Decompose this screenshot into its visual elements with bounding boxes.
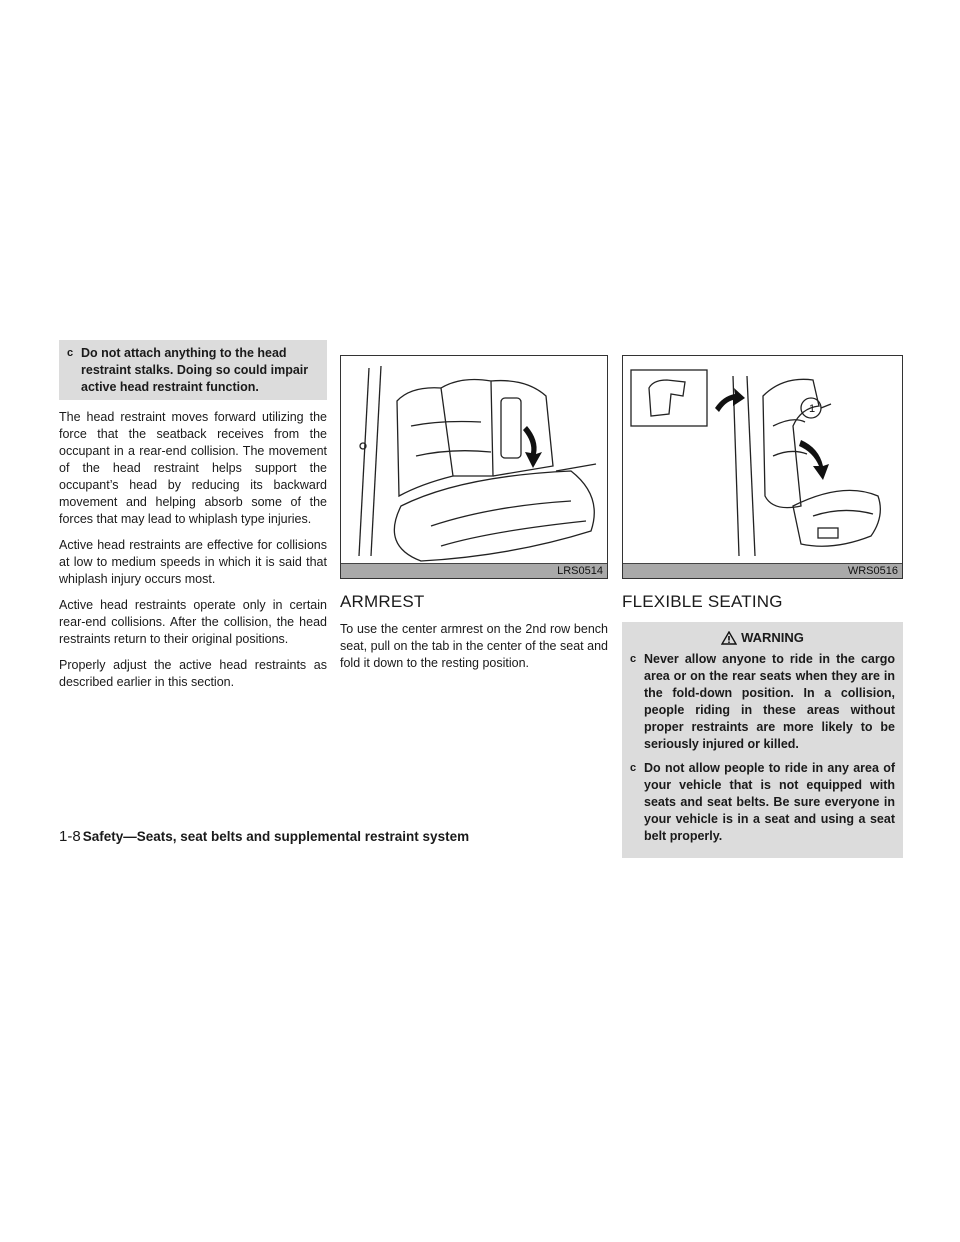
armrest-paragraph: To use the center armrest on the 2nd row bench seat, pull on the tab in the center of the seat and fold it down to the resting position. (340, 622, 608, 670)
paragraph-operate: Active head restraints operate only in certain rear-end collisions. After the collision, the head restraints return to their original positions. (59, 598, 327, 646)
warning-bullet: c (630, 762, 637, 774)
warning-bullet: c (630, 653, 637, 665)
warning-header (630, 630, 895, 651)
armrest-illustration (341, 356, 608, 566)
armrest-heading: ARMREST (340, 592, 425, 611)
flexible-seating-heading: FLEXIBLE SEATING (622, 592, 783, 611)
warning-text: Never allow anyone to ride in the cargo area or on the rear seats when they are in the fold-down position. In a collision, people riding in these areas without proper restraints are more likely to be seriously injured or killed. (644, 652, 895, 751)
warning-title: WARNING (741, 630, 804, 645)
section-title: Safety—Seats, seat belts and supplemental restraint system (82, 829, 470, 844)
warning-triangle-icon (721, 631, 737, 645)
column-right (622, 340, 903, 858)
note-text: Do not attach anything to the head restraint stalks. Doing so could impair active head restraint function. (81, 346, 309, 394)
column-left (59, 340, 327, 691)
figure-code: WRS0516 (623, 563, 902, 578)
warning-box (622, 622, 903, 858)
warning-item (630, 760, 895, 845)
note-box (59, 340, 327, 400)
flexible-seating-illustration (623, 356, 903, 566)
column-middle (340, 340, 608, 672)
paragraph-effective: Active head restraints are effective for collisions at low to medium speeds in which it is said that whiplash injury occurs most. (59, 538, 327, 586)
flexible-seating-figure (622, 355, 903, 579)
note-bullet: c (67, 347, 74, 359)
figure-callout: 1 (809, 403, 816, 415)
page-number: 1-8 (59, 828, 81, 845)
page-footer (59, 828, 469, 845)
paragraph-head-restraint: The head restraint moves forward utilizing the force that the seatback receives from the occupant in a rear-end collision. The movement of the head restraint helps support the occupant’s head by reducing its backward movement and helping absorb some of the forces that may lead to whiplash type injuries. (59, 410, 327, 526)
warning-item (630, 651, 895, 753)
figure-code: LRS0514 (341, 563, 607, 578)
paragraph-adjust: Properly adjust the active head restraints as described earlier in this section. (59, 658, 327, 689)
warning-text: Do not allow people to ride in any area of your vehicle that is not equipped with seats and seat belts. Be sure everyone in your vehicle is in a seat and using a seat belt properly. (644, 761, 895, 843)
armrest-figure (340, 355, 608, 579)
